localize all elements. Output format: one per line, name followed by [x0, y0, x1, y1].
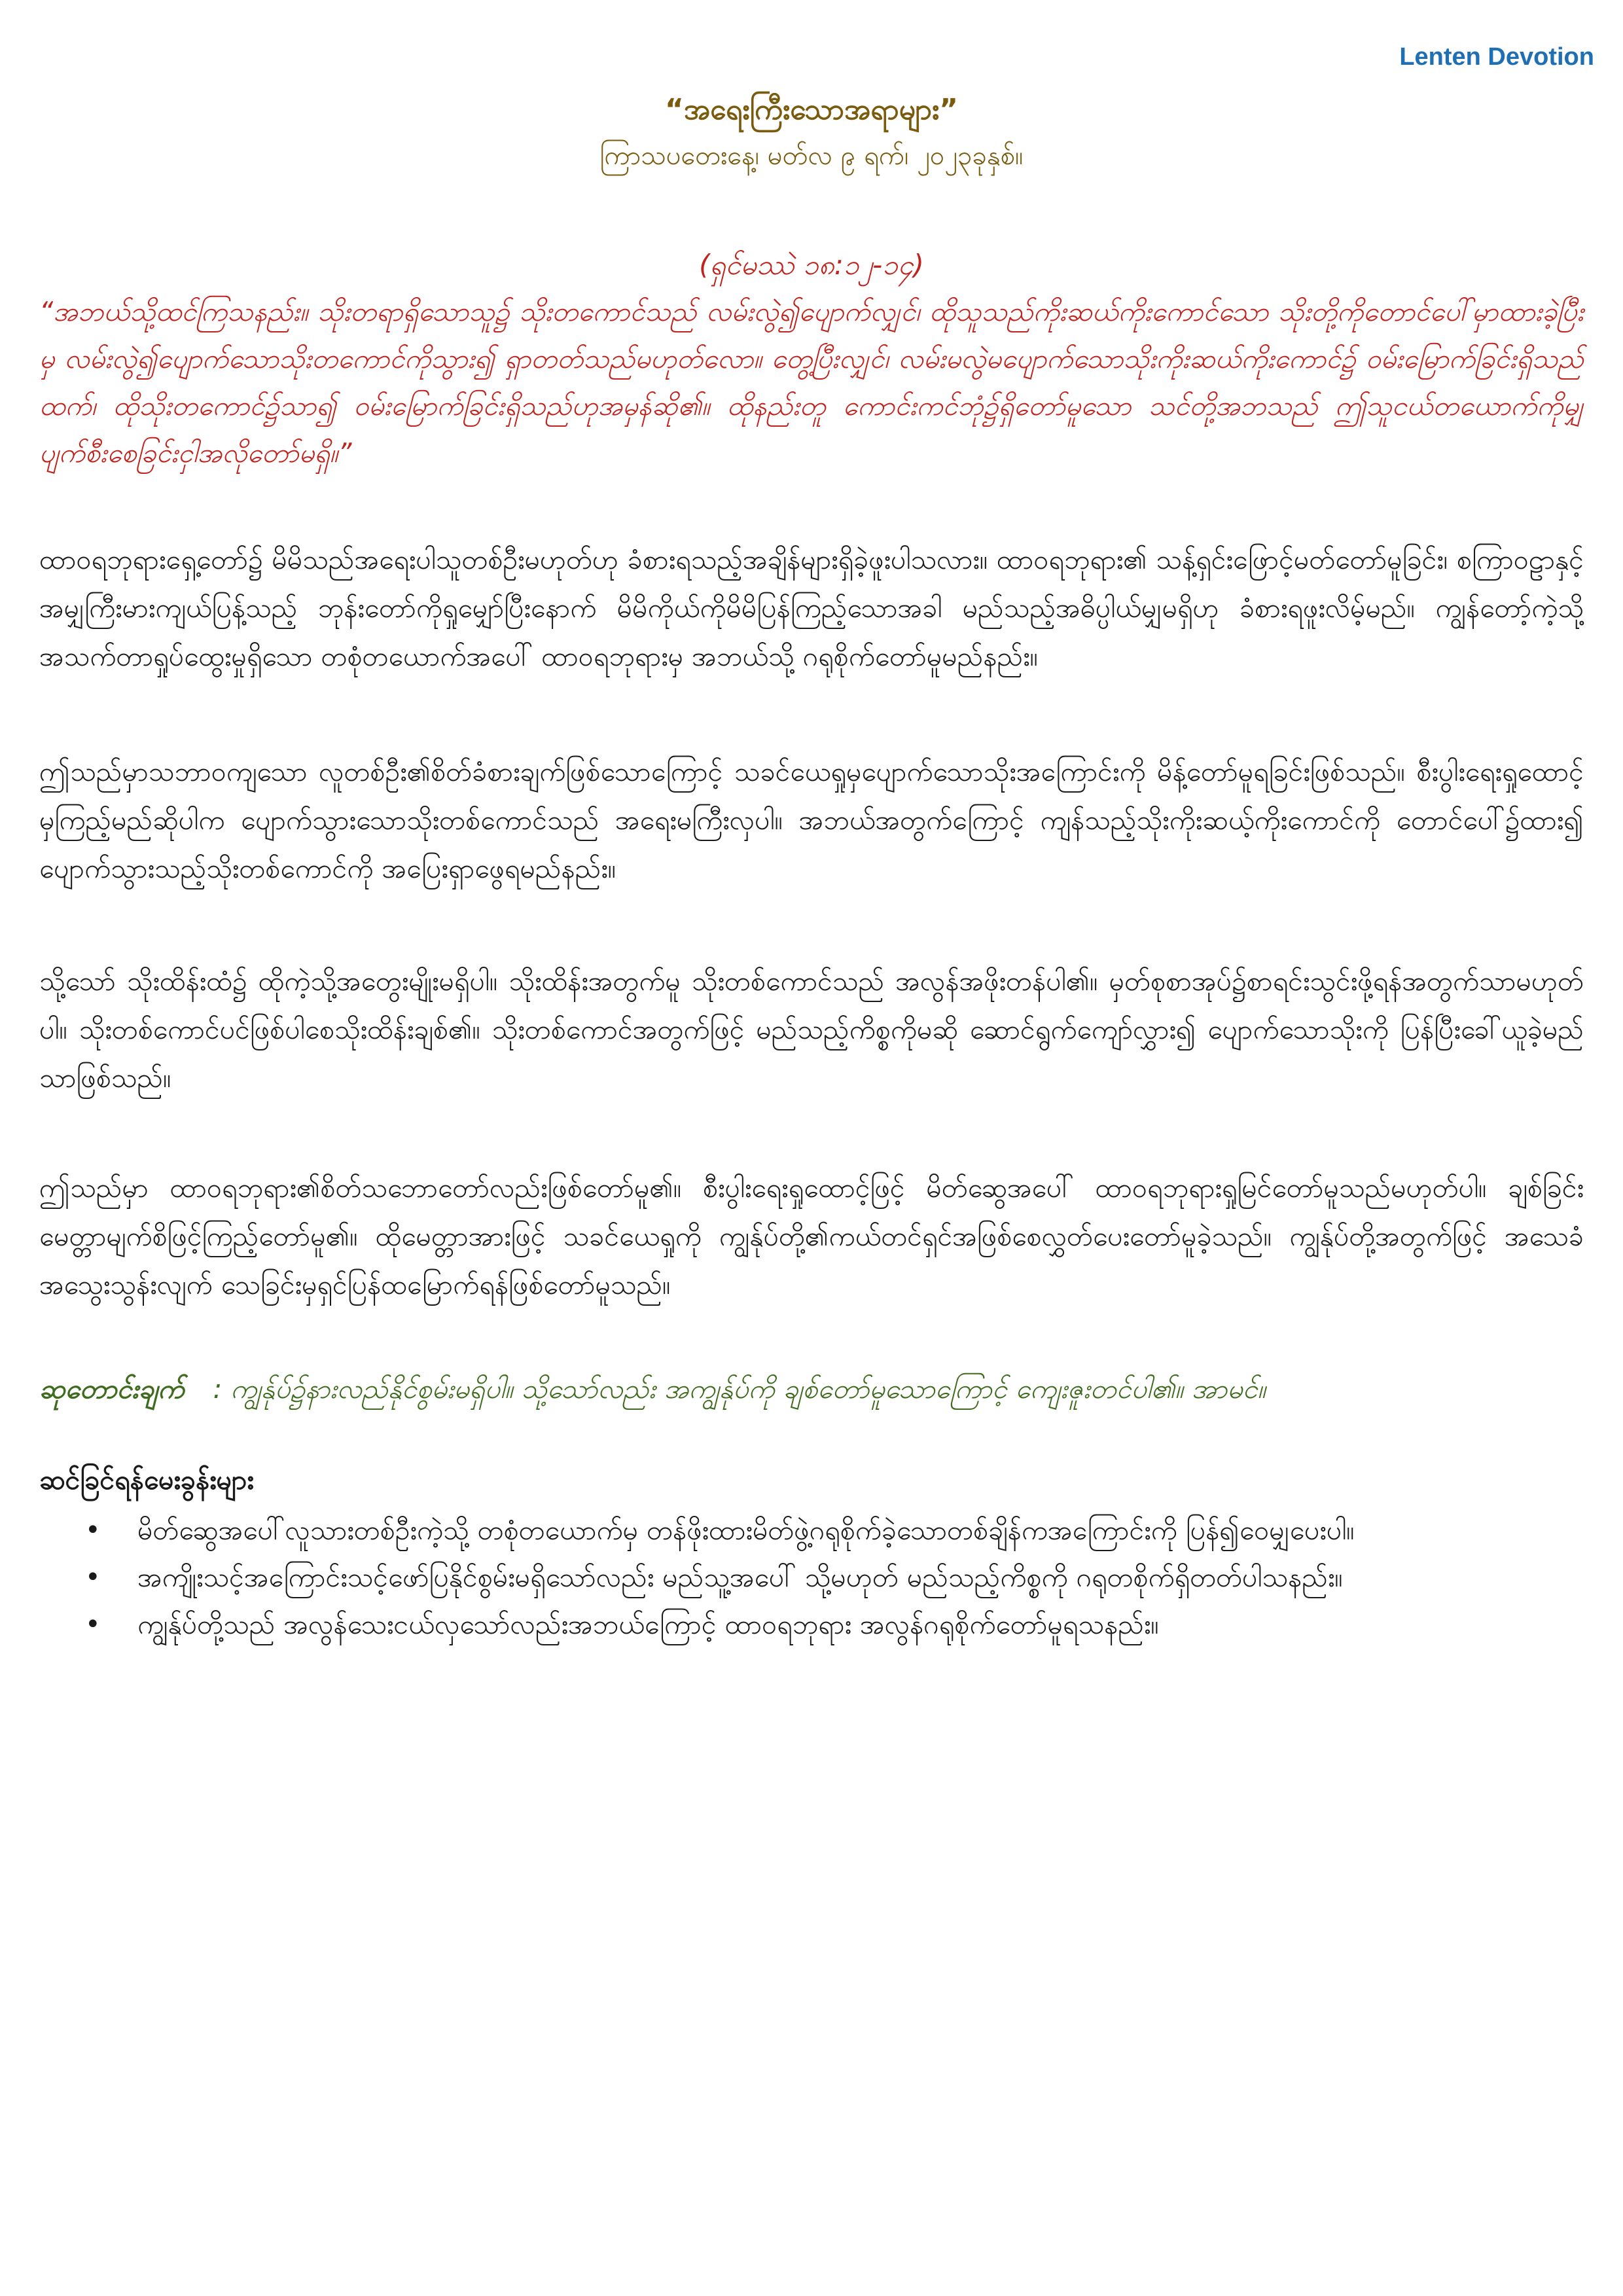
question-text: ကျွန်ုပ်တို့သည် အလွန်သေးငယ်လှသော်လည်းအဘယ်ကြောင့် ထာဝရဘုရား အလွန်ဂရုစိုက်တော်မူရသနည်း။ [137, 1609, 1159, 1640]
page-date: ကြာသပတေးနေ့၊ မတ်လ ၉ ရက်၊ ၂၀၂၃ခုနှစ်။ [599, 141, 1024, 171]
bullet-icon: • [85, 1562, 101, 1592]
questions-list [85, 1507, 1577, 1648]
page-title: “အရေးကြီးသောအရာများ” [664, 93, 959, 126]
bullet-icon: • [85, 1515, 101, 1545]
body-paragraph: ထာဝရဘုရားရှေ့တော်၌ မိမိသည်အရေးပါသူတစ်ဦးမဟုတ်ဟု ခံစားရသည့်အချိန်များရှိခဲ့ဖူးပါသလား။ ထာဝရဘုရား၏ သန့်ရှင်းဖြောင့်မတ်တော်မူခြင်း၊ စကြာဝဠာနှင့်အမျှကြီးမားကျယ်ပြန့်သည့် ဘုန်းတော်ကိုရှုမျှော်ပြီးနောက် မိမိကိုယ်ကိုမိမိပြန်ကြည့်သောအခါ မည်သည့်အဓိပ္ပါယ်မျှမရှိဟု ခံစားရဖူးလိမ့်မည်။ ကျွန်တော့်ကဲ့သို့ အသက်တာရှုပ်ထွေးမှုရှိသော တစုံတယောက်အပေါ် ထာဝရဘုရားမှ အဘယ်သို့ ဂရုစိုက်တော်မူမည်နည်း။ [39, 544, 1584, 672]
body-paragraph: ဤသည်မှာသဘာဝကျသော လူတစ်ဦး၏စိတ်ခံစားချက်ဖြစ်သောကြောင့် သခင်ယေရှုမှပျောက်သောသိုးအကြောင်းကို မိန့်တော်မူရခြင်းဖြစ်သည်။ စီးပွါးရေးရှုထောင့်မှကြည့်မည်ဆိုပါက ပျောက်သွားသောသိုးတစ်ကောင်သည် အရေးမကြီးလှပါ။ အဘယ်အတွက်ကြောင့် ကျန်သည့်သိုးကိုးဆယ့်ကိုးကောင်ကို တောင်ပေါ်၌ထား၍ ပျောက်သွားသည့်သိုးတစ်ကောင်ကို အပြေးရှာဖွေရမည်နည်း။ [39, 756, 1584, 884]
header-tag: Lenten Devotion [1399, 43, 1594, 71]
prayer-label: ဆုတောင်းချက် [39, 1373, 185, 1405]
body-paragraph: သို့သော် သိုးထိန်းထံ၌ ထိုကဲ့သို့အတွေးမျိုးမရှိပါ။ သိုးထိန်းအတွက်မူ သိုးတစ်ကောင်သည် အလွန်အဖိုးတန်ပါ၏။ မှတ်စုစာအုပ်၌စာရင်းသွင်းဖို့ရန်အတွက်သာမဟုတ်ပါ။ သိုးတစ်ကောင်ပင်ဖြစ်ပါစေသိုးထိန်းချစ်၏။ သိုးတစ်ကောင်အတွက်ဖြင့် မည်သည့်ကိစ္စကိုမဆို ဆောင်ရွက်ကျော်လွှား၍ ပျောက်သောသိုးကို ပြန်ပြီးခေါ်ယူခဲ့မည်သာဖြစ်သည်။ [39, 965, 1584, 1094]
body-paragraph: ဤသည်မှာ ထာဝရဘုရား၏စိတ်သဘောတော်လည်းဖြစ်တော်မူ၏။ စီးပွါးရေးရှုထောင့်ဖြင့် မိတ်ဆွေအပေါ် ထာဝရဘုရားရှုမြင်တော်မူသည်မဟုတ်ပါ။ ချစ်ခြင်းမေတ္တာမျက်စိဖြင့်ကြည့်တော်မူ၏။ ထိုမေတ္တာအားဖြင့် သခင်ယေရှုကို ကျွန်ုပ်တို့၏ကယ်တင်ရှင်အဖြစ်စေလွှတ်ပေးတော်မူခဲ့သည်။ ကျွန်ုပ်တို့အတွက်ဖြင့် အသေခံအသွေးသွန်းလျက် သေခြင်းမှရှင်ပြန်ထမြောက်ရန်ဖြစ်တော်မူသည်။ [39, 1172, 1584, 1300]
scripture-text: “အဘယ်သို့ထင်ကြသနည်း။ သိုးတရာရှိသောသူ၌ သိုးတကောင်သည် လမ်းလွဲ၍ပျောက်လျှင်၊ ထိုသူသည်ကိုးဆယ်ကိုးကောင်သော သိုးတို့ကိုတောင်ပေါ်မှာထားခဲ့ပြီးမှ လမ်းလွဲ၍ပျောက်သောသိုးတကောင်ကိုသွား၍ ရှာတတ်သည်မဟုတ်လော။ တွေ့ပြီးလျှင်၊ လမ်းမလွဲမပျောက်သောသိုးကိုးဆယ်ကိုးကောင်၌ ဝမ်းမြောက်ခြင်းရှိသည်ထက်၊ ထိုသိုးတကောင်၌သာ၍ ဝမ်းမြောက်ခြင်းရှိသည်ဟုအမှန်ဆို၏။ ထိုနည်းတူ ကောင်းကင်ဘုံ၌ရှိတော်မူသော သင်တို့အဘသည် ဤသူငယ်တယောက်ကိုမျှပျက်စီးစေခြင်းငှါအလိုတော်မရှိ။” [39, 296, 1584, 469]
scripture-reference: (ရှင်မဿဲ ၁၈:၁၂-၁၄) [699, 249, 924, 281]
question-item [85, 1507, 1577, 1554]
question-item [85, 1601, 1577, 1648]
bullet-icon: • [85, 1609, 101, 1640]
question-text: အကျိုးသင့်အကြောင်းသင့်ဖော်ပြနိုင်စွမ်းမရှိသော်လည်း မည်သူ့အပေါ် သို့မဟုတ် မည်သည့်ကိစ္စကို ဂရုတစိုက်ရှိတတ်ပါသနည်း။ [137, 1562, 1343, 1593]
questions-heading: ဆင်ခြင်ရန်မေးခွန်းများ [39, 1464, 254, 1496]
prayer-section [39, 1365, 1584, 1412]
prayer-text: : ကျွန်ုပ်၌နားလည်နိုင်စွမ်းမရှိပါ။ သို့သော်လည်း အကျွန်ုပ်ကို ချစ်တော်မူသောကြောင့် ကျေးဇူးတင်ပါ၏။ အာမင်။ [213, 1373, 1266, 1405]
question-item [85, 1554, 1577, 1601]
question-text: မိတ်ဆွေအပေါ်လူသားတစ်ဦးကဲ့သို့ တစုံတယောက်မှ တန်ဖိုးထားမိတ်ဖွဲ့ဂရုစိုက်ခဲ့သောတစ်ချိန်ကအကြောင်းကို ပြန်၍ဝေမျှပေးပါ။ [137, 1515, 1355, 1546]
